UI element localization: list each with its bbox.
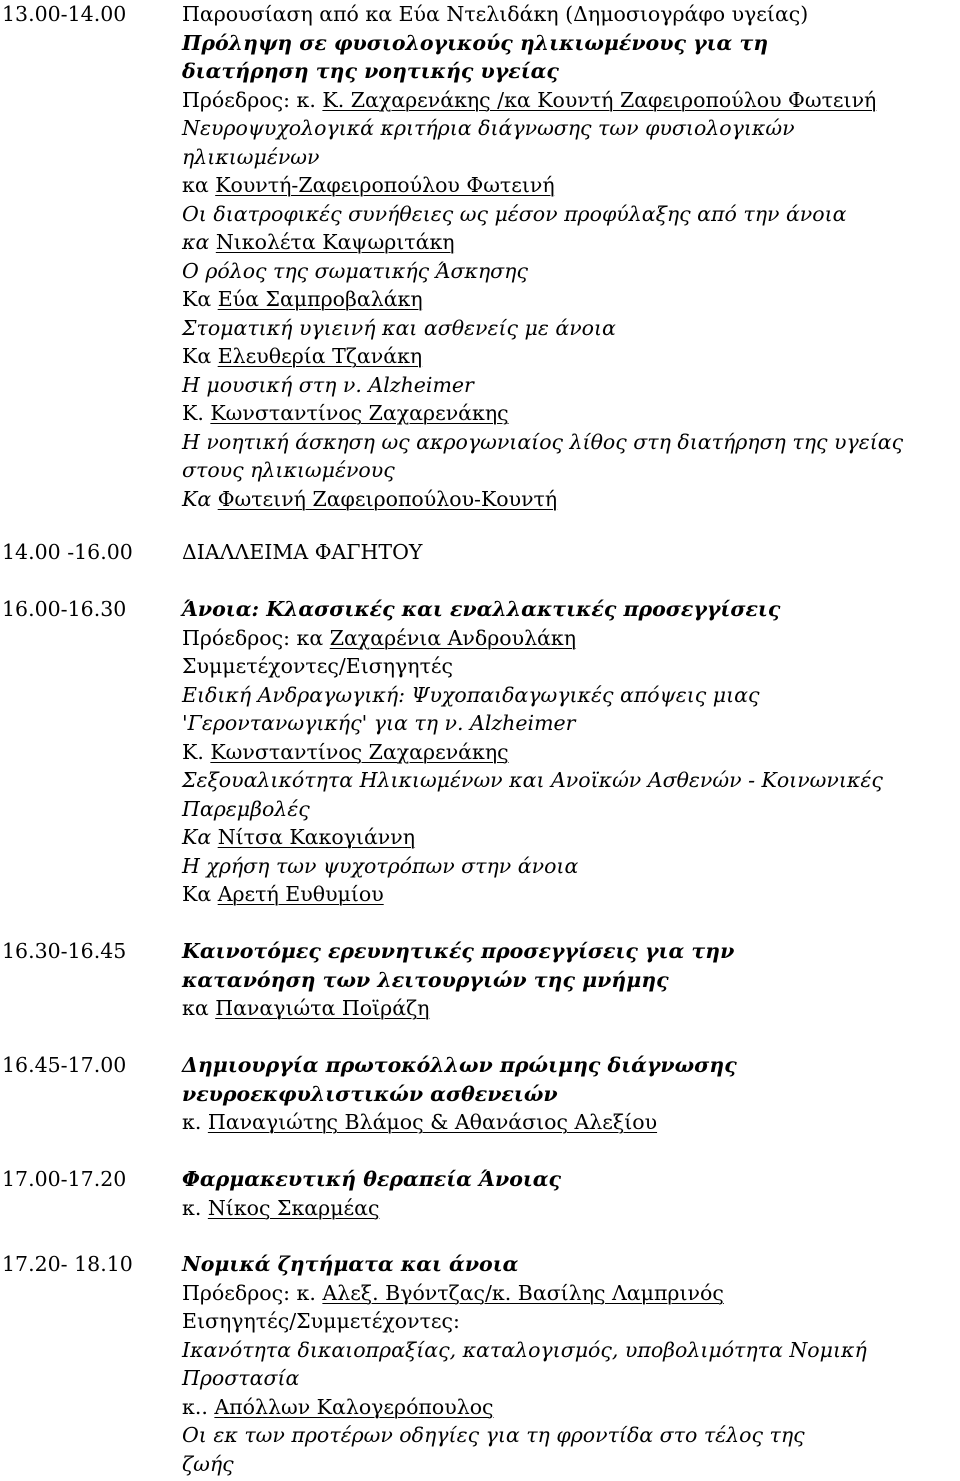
speaker-name: Νίκος Σκαρμέας xyxy=(207,1195,380,1220)
session-text: Νευροψυχολογικά κριτήρια διάγνωσης των φυσιολογικών xyxy=(182,116,795,140)
speaker-name: Απόλλων Καλογερόπουλος xyxy=(214,1394,494,1419)
session-line xyxy=(182,86,957,115)
session-line xyxy=(182,285,957,314)
session-line xyxy=(182,1250,957,1279)
session-text: Παρουσίαση από κα Εύα Ντελιδάκη (Δημοσιογράφο υγείας) xyxy=(182,2,809,26)
session-line xyxy=(182,966,957,995)
session-text: Εισηγητές/Συμμετέχοντες: xyxy=(182,1309,460,1333)
session-text: Η χρήση των ψυχοτρόπων στην άνοια xyxy=(182,853,579,878)
session-title: κατανόηση των λειτουργιών της μνήμης xyxy=(182,967,669,992)
session-line xyxy=(182,143,957,172)
session-text: Πρόεδρος: κα xyxy=(182,625,330,650)
session-line xyxy=(182,228,957,257)
session-line xyxy=(182,595,957,624)
session-line xyxy=(182,1051,957,1080)
session-line xyxy=(182,681,957,710)
session-time xyxy=(2,1250,133,1279)
session-text: Κα xyxy=(182,486,218,511)
session-line xyxy=(182,114,957,143)
session-line xyxy=(182,29,957,58)
session-text: Παρεμβολές xyxy=(182,796,310,821)
session-text: Προστασία xyxy=(182,1366,300,1390)
session-text: Ειδική Ανδραγωγική: Ψυχοπαιδαγωγικές απόψεις μιας xyxy=(182,682,760,707)
session-time-label: 14.00 -16.00 xyxy=(2,540,133,564)
session-line xyxy=(182,1108,957,1137)
speaker-name: Κ. Ζαχαρενάκης /κα Κουντή Ζαφειροπούλου Φωτεινή xyxy=(322,87,877,112)
speaker-name: Παναγιώτα Ποϊράζη xyxy=(215,996,430,1020)
session-title: διατήρηση της νοητικής υγείας xyxy=(182,59,559,83)
session-title: Άνοια: Κλασσικές και εναλλακτικές προσεγγίσεις xyxy=(182,597,781,621)
session-time-label: 17.20- 18.10 xyxy=(2,1252,133,1276)
speaker-name: Κουντή-Ζαφειροπούλου Φωτεινή xyxy=(215,173,555,197)
session-text: κα xyxy=(182,230,216,254)
speaker-name: Ελευθερία Τζανάκη xyxy=(217,344,423,368)
session-line xyxy=(182,57,957,86)
session-time xyxy=(2,595,126,624)
session-text: κ.. xyxy=(182,1394,215,1419)
session-line xyxy=(182,456,957,485)
session-time xyxy=(2,538,133,567)
session-line xyxy=(182,1336,957,1365)
session-line xyxy=(182,342,957,371)
session-title: νευροεκφυλιστικών ασθενειών xyxy=(182,1081,558,1106)
session-time-label: 13.00-14.00 xyxy=(2,2,127,26)
session-text: Κα xyxy=(182,344,218,368)
session-title: Νομικά ζητήματα και άνοια xyxy=(182,1252,519,1276)
session-line xyxy=(182,1080,957,1109)
session-text: Κ. xyxy=(182,401,211,425)
session-details xyxy=(182,595,957,909)
session-time-label: 16.45-17.00 xyxy=(2,1053,127,1077)
session-text: Πρόεδρος: κ. xyxy=(182,87,323,112)
session-line xyxy=(182,538,957,567)
speaker-name: Εύα Σαμπροβαλάκη xyxy=(217,287,423,311)
session-time-label: 17.00-17.20 xyxy=(2,1167,127,1191)
speaker-name: Αλεξ. Βγόντζας/κ. Βασίλης Λαμπρινός xyxy=(322,1280,724,1305)
session-line xyxy=(182,738,957,767)
session-text: Κα xyxy=(182,882,218,906)
session-time-label: 16.30-16.45 xyxy=(2,939,127,963)
session-text: ζωής xyxy=(182,1451,234,1476)
session-line xyxy=(182,1194,957,1223)
speaker-name: Παναγιώτης Βλάμος & Αθανάσιος Αλεξίου xyxy=(207,1110,658,1134)
session-text: Η μουσική στη ν. Alzheimer xyxy=(182,372,474,397)
session-text: κ. xyxy=(182,1110,208,1134)
session-text: Κα xyxy=(182,287,218,311)
speaker-name: Αρετή Ευθυμίου xyxy=(217,882,384,906)
session-time xyxy=(2,1051,126,1080)
session-line xyxy=(182,880,957,909)
speaker-name: Κωνσταντίνος Ζαχαρενάκης xyxy=(210,739,509,764)
session-details xyxy=(182,0,957,513)
session-text: Οι διατροφικές συνήθειες ως μέσον προφύλαξης από την άνοια xyxy=(182,201,847,226)
session-line xyxy=(182,1421,957,1450)
session-line xyxy=(182,257,957,286)
session-line xyxy=(182,624,957,653)
session-line xyxy=(182,852,957,881)
session-line xyxy=(182,1450,957,1479)
session-text: Σεξουαλικότητα Ηλικιωμένων και Ανοϊκών Ασθενών - Κοινωνικές xyxy=(182,768,883,792)
session-line xyxy=(182,0,957,29)
session-line xyxy=(182,1279,957,1308)
session-line xyxy=(182,1364,957,1393)
session-details xyxy=(182,1250,957,1478)
session-line xyxy=(182,1307,957,1336)
session-time-label: 16.00-16.30 xyxy=(2,597,127,621)
speaker-name: Κωνσταντίνος Ζαχαρενάκης xyxy=(210,401,509,425)
session-line xyxy=(182,171,957,200)
session-line xyxy=(182,994,957,1023)
session-text: Κ. xyxy=(182,739,211,764)
speaker-name: Νίτσα Κακογιάννη xyxy=(217,825,416,849)
session-title: Καινοτόμες ερευνητικές προσεγγίσεις για την xyxy=(182,939,735,963)
session-line xyxy=(182,652,957,681)
session-text: Ικανότητα δικαιοπραξίας, καταλογισμός, υποβολιμότητα Νομική xyxy=(182,1337,867,1362)
session-details xyxy=(182,937,957,1023)
session-text: Η νοητική άσκηση ως ακρογωνιαίος λίθος στη διατήρηση της υγείας xyxy=(182,429,904,454)
session-text: κα xyxy=(182,173,216,197)
session-text: Συμμετέχοντες/Εισηγητές xyxy=(182,654,454,678)
session-text: κα xyxy=(182,996,216,1020)
session-line xyxy=(182,823,957,852)
session-text: Ο ρόλος της σωματικής Άσκησης xyxy=(182,258,528,283)
session-details xyxy=(182,538,957,567)
session-time xyxy=(2,1165,126,1194)
session-line xyxy=(182,428,957,457)
session-line xyxy=(182,795,957,824)
session-text: Κα xyxy=(182,825,218,849)
session-line xyxy=(182,766,957,795)
speaker-name: Νικολέτα Καψωριτάκη xyxy=(215,230,455,254)
session-details xyxy=(182,1051,957,1137)
session-text: Πρόεδρος: κ. xyxy=(182,1280,323,1305)
session-line xyxy=(182,314,957,343)
session-text: ηλικιωμένων xyxy=(182,144,320,169)
session-line xyxy=(182,371,957,400)
session-text: κ. xyxy=(182,1195,208,1220)
session-time xyxy=(2,0,126,29)
session-line xyxy=(182,1393,957,1422)
session-title: Δημιουργία πρωτοκόλλων πρώιμης διάγνωσης xyxy=(182,1053,737,1077)
session-line xyxy=(182,709,957,738)
session-text: Οι εκ των προτέρων οδηγίες για τη φροντίδα στο τέλος της xyxy=(182,1423,805,1447)
speaker-name: Ζαχαρένια Ανδρουλάκη xyxy=(329,625,576,650)
session-title: Φαρμακευτική θεραπεία Άνοιας xyxy=(182,1167,562,1191)
speaker-name: Φωτεινή Ζαφειροπούλου-Κουντή xyxy=(217,486,558,511)
session-line xyxy=(182,1165,957,1194)
session-text: ΔΙΑΛΛΕΙΜΑ ΦΑΓΗΤΟΥ xyxy=(182,540,423,564)
session-details xyxy=(182,1165,957,1222)
session-line xyxy=(182,200,957,229)
session-time xyxy=(2,937,126,966)
session-line xyxy=(182,399,957,428)
session-text: 'Γεροντανωγικής' για τη ν. Alzheimer xyxy=(182,711,576,735)
session-title: Πρόληψη σε φυσιολογικούς ηλικιωμένους για τη xyxy=(182,30,769,55)
session-line xyxy=(182,485,957,514)
session-text: στους ηλικιωμένους xyxy=(182,458,395,482)
session-line xyxy=(182,937,957,966)
session-text: Στοματική υγιεινή και ασθενείς με άνοια xyxy=(182,315,616,340)
